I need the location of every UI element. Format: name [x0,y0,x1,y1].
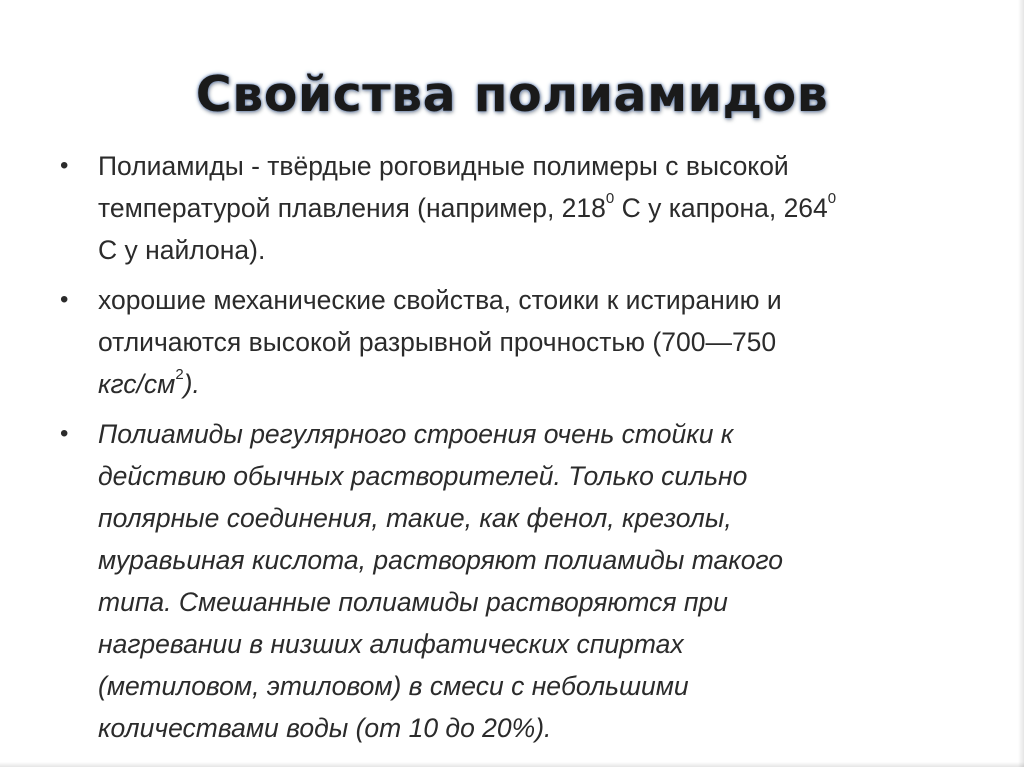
bullet-line: отличаются высокой разрывной прочностью (700—750 [98,327,777,357]
bullet-text [98,145,938,271]
bullet-line: полярные соединения, такие, как фенол, крезолы, [98,503,732,533]
slide-edge-shadow [0,762,1024,767]
superscript: 2 [175,366,184,383]
bullet-item-solubility [58,413,938,749]
bullet-line: количествами воды (от 10 до 20%). [98,713,552,743]
bullet-line: типа. Смешанные полиамиды растворяются при [98,587,728,617]
bullet-line: хорошие механические свойства, стоики к истиранию и [98,285,782,315]
superscript: 0 [827,190,837,207]
bullet-item-melting-point [58,145,938,271]
superscript: 0 [605,190,615,207]
bullet-line: Полиамиды - твёрдые роговидные полимеры с высокой [98,151,789,181]
bullet-line: температурой плавления (например, $218^0$ С у капрона, $264^0$ [98,190,837,223]
bullet-line: действию обычных растворителей. Только сильно [98,461,748,491]
bullet-text [98,279,938,405]
bullet-marker: • [60,152,69,179]
bullet-line: кгс/$см^2$). [98,366,200,399]
bullet-line: (метиловом, этиловом) в смеси с небольшими [98,671,689,701]
bullet-line: нагревании в низших алифатических спиртах [98,629,684,659]
bullet-list [58,145,938,757]
bullet-marker: • [60,286,69,313]
bullet-line: муравьиная кислота, растворяют полиамиды такого [98,545,783,575]
bullet-text [98,413,938,749]
slide-title: Свойства полиамидов [195,66,829,123]
slide-edge-shadow [1018,0,1024,767]
bullet-line: Полиамиды регулярного строения очень стойки к [98,419,734,449]
bullet-line: С у найлона). [98,235,266,265]
bullet-item-mechanical-properties [58,279,938,405]
bullet-marker: • [60,420,69,447]
